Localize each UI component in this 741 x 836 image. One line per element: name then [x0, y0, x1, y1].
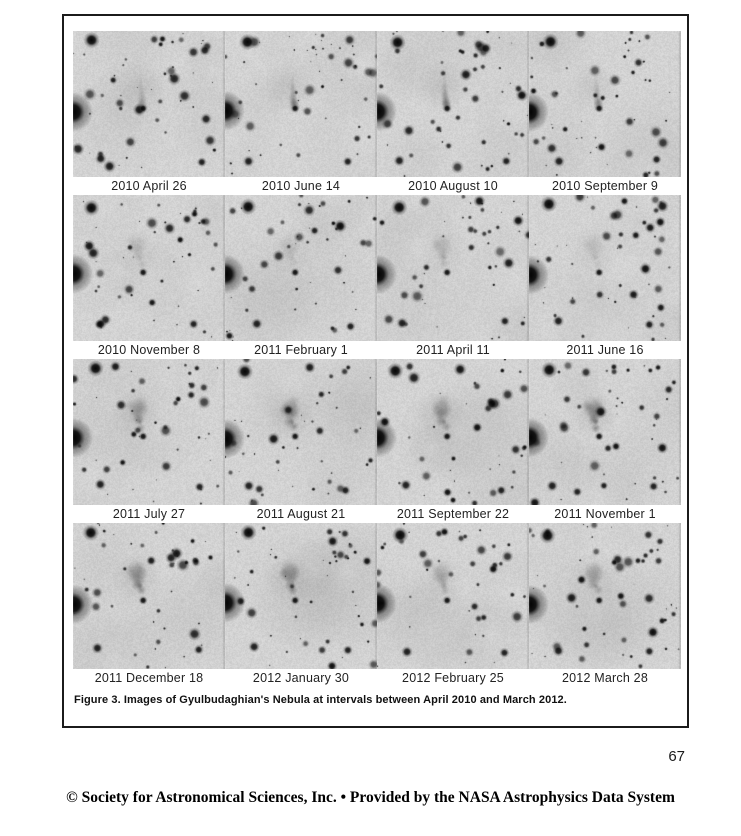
date-label: 2010 August 10	[408, 179, 498, 193]
panel	[225, 195, 377, 359]
astro-image	[225, 31, 377, 177]
astro-image	[377, 31, 529, 177]
astro-image	[529, 359, 681, 505]
panel	[529, 523, 681, 687]
astro-image	[225, 523, 377, 669]
panel	[225, 523, 377, 687]
panel	[529, 359, 681, 523]
date-label: 2011 July 27	[112, 507, 186, 521]
astro-image	[377, 359, 529, 505]
astro-image	[377, 195, 529, 341]
date-label: 2011 February 1	[254, 343, 348, 357]
panel	[529, 195, 681, 359]
date-label: 2012 January 30	[252, 671, 350, 685]
figure-caption: Figure 3. Images of Gyulbudaghian's Nebula at intervals between April 2010 and March 2012.	[74, 694, 567, 706]
astro-image	[73, 31, 225, 177]
panel	[377, 31, 529, 195]
panel	[225, 31, 377, 195]
panel	[73, 31, 225, 195]
astro-image	[529, 523, 681, 669]
panel	[529, 31, 681, 195]
astro-image	[225, 195, 377, 341]
astro-image	[377, 523, 529, 669]
date-label: 2012 March 28	[562, 671, 648, 685]
astro-image	[73, 523, 225, 669]
date-label: 2010 June 14	[261, 179, 341, 193]
date-label: 2011 September 22	[396, 507, 510, 521]
astro-image	[225, 359, 377, 505]
date-label: 2011 April 11	[416, 343, 490, 357]
footer-credit: © Society for Astronomical Sciences, Inc. • Provided by the NASA Astrophysics Data System	[66, 789, 675, 806]
panel	[377, 195, 529, 359]
astro-image	[73, 195, 225, 341]
astro-image	[529, 195, 681, 341]
panel	[73, 195, 225, 359]
astro-image	[529, 31, 681, 177]
date-label: 2011 November 1	[554, 507, 656, 521]
panel	[225, 359, 377, 523]
date-label: 2011 August 21	[256, 507, 346, 521]
figure-grid	[73, 31, 681, 687]
panel	[377, 523, 529, 687]
panel	[377, 359, 529, 523]
astro-image	[73, 359, 225, 505]
date-label: 2010 September 9	[551, 179, 659, 193]
date-label: 2011 December 18	[94, 671, 204, 685]
date-label: 2010 April 26	[111, 179, 187, 193]
figure-box	[62, 14, 689, 728]
date-label: 2010 November 8	[97, 343, 201, 357]
date-label: 2012 February 25	[402, 671, 504, 685]
page-number: 67	[668, 748, 685, 765]
panel	[73, 359, 225, 523]
panel	[73, 523, 225, 687]
date-label: 2011 June 16	[566, 343, 644, 357]
